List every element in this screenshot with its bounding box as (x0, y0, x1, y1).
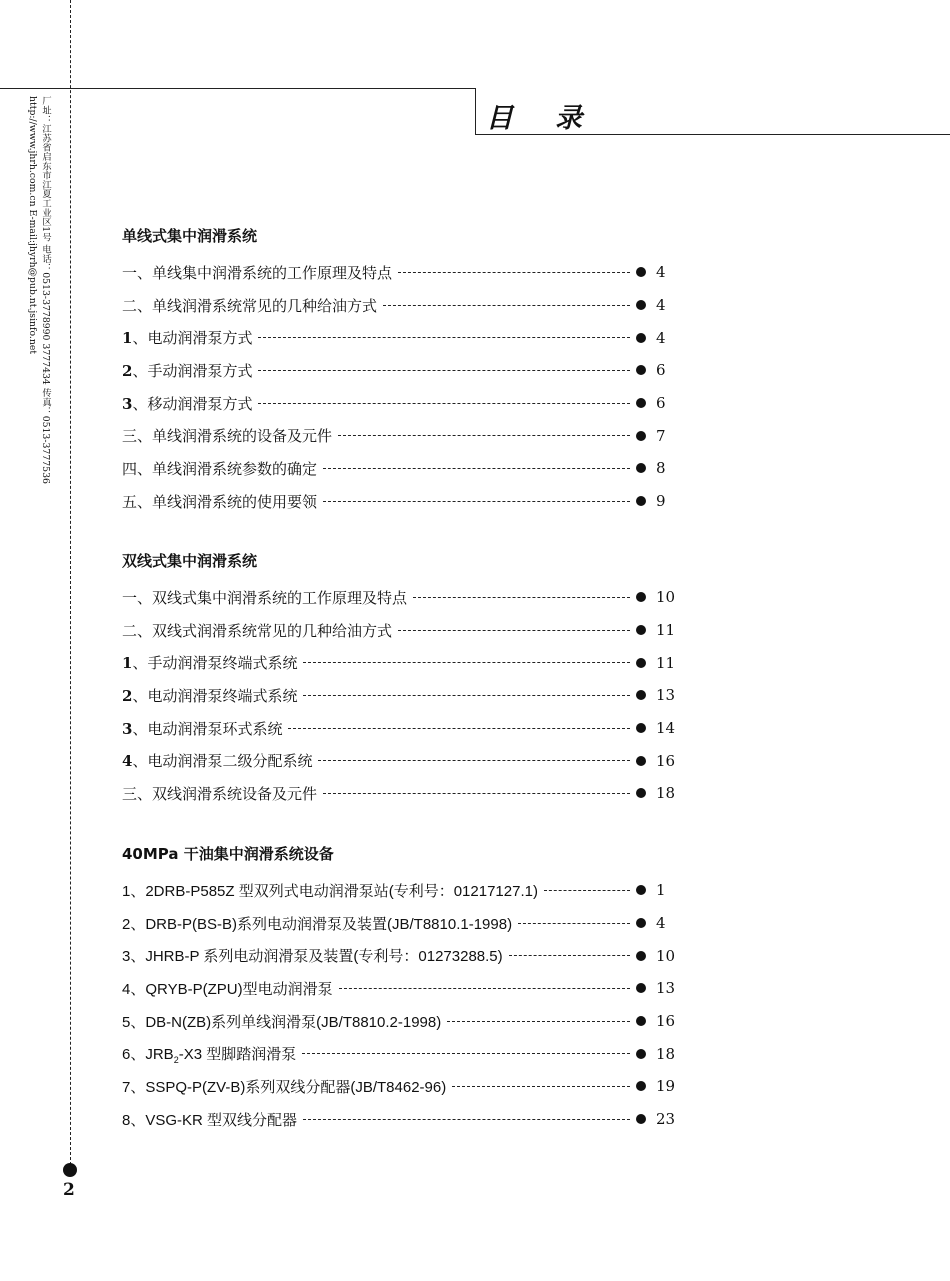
page-ref: 19 (656, 1077, 676, 1096)
bullet-dot (636, 690, 646, 700)
page-ref: 4 (656, 263, 666, 282)
contact-address: 厂址：江苏省启东市江夏工业区1号 电话：0513-3778990 3777434 传真：0513-3777536 (40, 96, 51, 484)
page-ref: 10 (656, 946, 676, 965)
bullet-dot (636, 1049, 646, 1059)
toc-entry[interactable]: 五、单线润滑系统的使用要领 9 (122, 485, 682, 518)
toc-entry[interactable]: 2、DRB-P(BS-B)系列电动润滑泵及装置(JB/T8810.1-1998) 4 (122, 907, 682, 940)
toc-entry[interactable]: 8、VSG-KR 型双线分配器 23 (122, 1103, 682, 1136)
toc-entry[interactable]: 一、双线式集中润滑系统的工作原理及特点 10 (122, 581, 682, 614)
page-title: 目录 (486, 103, 624, 134)
bullet-dot (636, 918, 646, 928)
page-ref: 18 (656, 784, 676, 803)
page-ref: 4 (656, 296, 666, 315)
bullet-dot (636, 983, 646, 993)
bullet-dot (636, 625, 646, 635)
toc-entry[interactable]: 3、JHRB-P 系列电动润滑泵及装置(专利号：01273288.5) 10 (122, 939, 682, 972)
page-ref: 4 (656, 328, 666, 347)
page-marker-dot (63, 1163, 77, 1177)
page-number: 2 (63, 1180, 75, 1200)
page-ref: 9 (656, 492, 666, 511)
bullet-dot (636, 723, 646, 733)
toc-section-single-line (122, 225, 682, 518)
page-ref: 11 (656, 621, 676, 640)
bullet-dot (636, 658, 646, 668)
bullet-dot (636, 951, 646, 961)
page-ref: 1 (656, 881, 666, 900)
page-ref: 16 (656, 1012, 676, 1031)
bullet-dot (636, 885, 646, 895)
dashed-cut-line (70, 0, 71, 1165)
page-ref: 23 (656, 1110, 676, 1129)
contact-sidebar (26, 96, 52, 484)
section-title: 单线式集中润滑系统 (122, 227, 258, 245)
page-ref: 13 (656, 686, 676, 705)
bullet-dot (636, 398, 646, 408)
toc-entry[interactable]: 3、电动润滑泵环式系统 14 (122, 712, 682, 745)
page-ref: 16 (656, 751, 676, 770)
bullet-dot (636, 756, 646, 766)
section-title: 40MPa 干油集中润滑系统设备 (122, 845, 334, 863)
bullet-dot (636, 788, 646, 798)
bullet-dot (636, 365, 646, 375)
toc-entry[interactable]: 三、单线润滑系统的设备及元件 7 (122, 419, 682, 452)
toc-entry[interactable]: 5、DB-N(ZB)系列单线润滑泵(JB/T8810.2-1998) 16 (122, 1005, 682, 1038)
toc-entry[interactable]: 1、2DRB-P585Z 型双列式电动润滑泵站(专利号：01217127.1) 1 (122, 874, 682, 907)
bullet-dot (636, 431, 646, 441)
page-ref: 11 (656, 653, 676, 672)
page-ref: 13 (656, 979, 676, 998)
page-ref: 10 (656, 588, 676, 607)
bullet-dot (636, 1081, 646, 1091)
bullet-dot (636, 1016, 646, 1026)
page-ref: 6 (656, 394, 666, 413)
page-ref: 14 (656, 719, 676, 738)
toc-entry[interactable]: 四、单线润滑系统参数的确定 8 (122, 452, 682, 485)
toc-entry[interactable]: 2、手动润滑泵方式 6 (122, 354, 682, 387)
toc-entry[interactable]: 4、QRYB-P(ZPU)型电动润滑泵 13 (122, 972, 682, 1005)
page-ref: 4 (656, 914, 666, 933)
bullet-dot (636, 592, 646, 602)
header-rule (0, 88, 475, 89)
toc-entry[interactable]: 7、SSPQ-P(ZV-B)系列双线分配器(JB/T8462-96) 19 (122, 1070, 682, 1103)
toc-entry[interactable]: 4、电动润滑泵二级分配系统 16 (122, 744, 682, 777)
bullet-dot (636, 1114, 646, 1124)
bullet-dot (636, 267, 646, 277)
toc-entry[interactable]: 1、手动润滑泵终端式系统 11 (122, 646, 682, 679)
toc-entry[interactable]: 二、双线式润滑系统常见的几种给油方式 11 (122, 614, 682, 647)
toc-entry[interactable]: 1、电动润滑泵方式 4 (122, 321, 682, 354)
toc-entry[interactable]: 一、单线集中润滑系统的工作原理及特点 4 (122, 256, 682, 289)
page-ref: 18 (656, 1044, 676, 1063)
bullet-dot (636, 463, 646, 473)
toc-entry[interactable]: 二、单线润滑系统常见的几种给油方式 4 (122, 289, 682, 322)
contact-web: http://www.jhrh.com.cn E-mail:jhyrh@pub.nt.jsinfo.net (27, 96, 38, 355)
toc-section-40mpa (122, 843, 682, 1136)
page-ref: 6 (656, 361, 666, 380)
page-ref: 7 (656, 426, 666, 445)
page-ref: 8 (656, 459, 666, 478)
toc-entry[interactable]: 3、移动润滑泵方式 6 (122, 387, 682, 420)
toc-section-double-line (122, 550, 682, 810)
bullet-dot (636, 496, 646, 506)
bullet-dot (636, 300, 646, 310)
bullet-dot (636, 333, 646, 343)
toc-entry[interactable]: 2、电动润滑泵终端式系统 13 (122, 679, 682, 712)
toc-entry[interactable]: 6、$JRB_2-X3$ 型脚踏润滑泵 18 (122, 1037, 682, 1070)
toc-entry[interactable]: 三、双线润滑系统设备及元件 18 (122, 777, 682, 810)
section-title: 双线式集中润滑系统 (122, 552, 258, 570)
